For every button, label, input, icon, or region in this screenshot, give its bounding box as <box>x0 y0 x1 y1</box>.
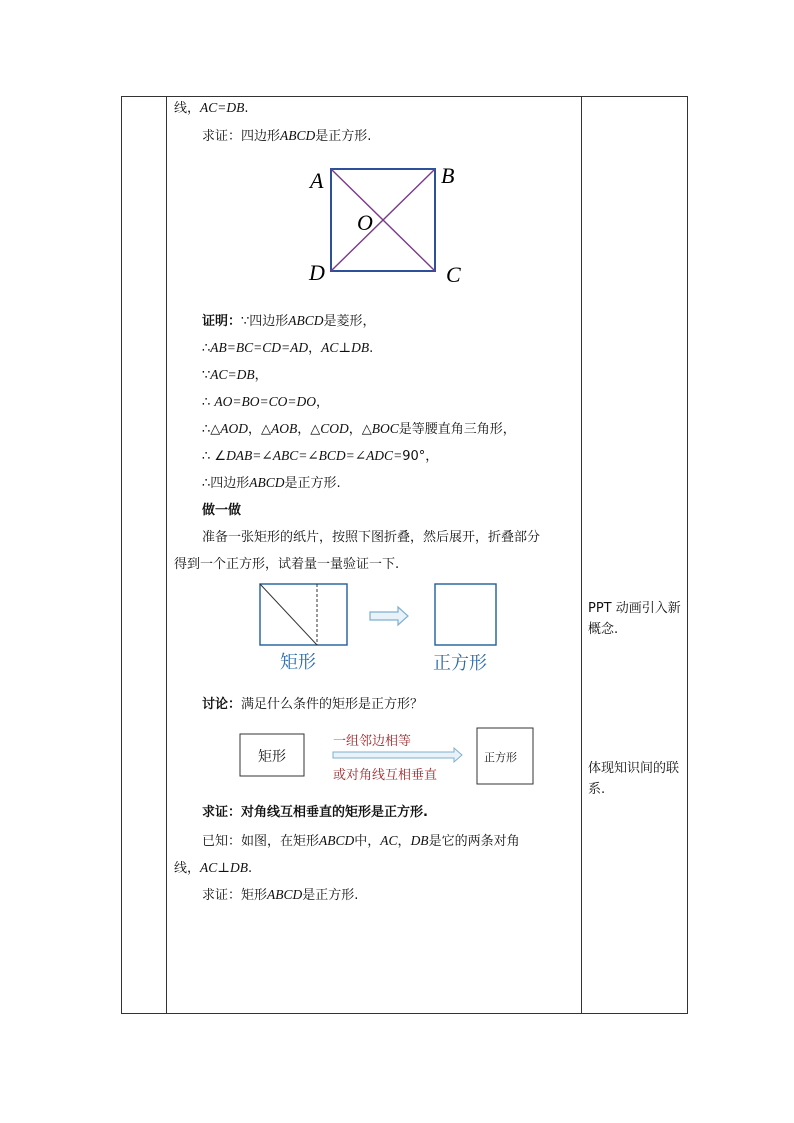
do-line-2: 得到一个正方形，试着量一量验证一下. <box>174 557 400 572</box>
discuss-line: 讨论：满足什么条件的矩形是正方形？ <box>202 697 424 712</box>
rectangle-paper <box>260 584 347 645</box>
proof-line-7: ∴四边形ABCD是正方形. <box>202 475 341 491</box>
proof-line-4: ∴ AO=BO=CO=DO， <box>202 394 329 410</box>
condition-top: 一组邻边相等 <box>333 734 412 749</box>
column-divider-1 <box>166 96 167 1014</box>
proof-line-6: ∴ ∠DAB=∠ABC=∠BCD=∠ADC=90°， <box>202 448 439 464</box>
note-ppt: PPT 动画引入新概念. <box>588 601 681 637</box>
arrow-icon <box>370 607 408 625</box>
label-d: D <box>309 260 325 285</box>
heading-do: 做一做 <box>202 503 242 518</box>
proof-line-5: ∴△AOD，△AOB，△COD，△BOC是等腰直角三角形， <box>202 421 516 437</box>
fold-diagonal <box>260 584 317 645</box>
proof-line-2: ∴AB=BC=CD=AD，AC⊥DB. <box>202 340 374 356</box>
last-line: 求证：矩形ABCD是正方形. <box>202 887 359 903</box>
arrow-icon <box>333 748 462 762</box>
square-paper <box>435 584 496 645</box>
label-o: O <box>357 210 373 235</box>
label-c: C <box>446 262 461 287</box>
note-connection: 体现知识间的联系. <box>588 761 680 797</box>
square-box-label: 正方形 <box>484 751 517 764</box>
square-diagonal-figure <box>300 160 480 290</box>
label-a: A <box>310 168 324 193</box>
condition-figure <box>236 725 536 787</box>
prove-line: 求证：对角线互相垂直的矩形是正方形. <box>202 805 428 820</box>
fold-figure <box>250 578 510 678</box>
known-line: 已知：如图，在矩形ABCD中，AC，DB是它的两条对角 <box>202 833 520 849</box>
rect-box-label: 矩形 <box>258 749 286 765</box>
text-line: 线，AC=DB. <box>174 100 249 116</box>
condition-bottom: 或对角线互相垂直 <box>333 768 438 783</box>
proof-line-3: ∵AC=DB， <box>202 367 268 383</box>
do-line-1: 准备一张矩形的纸片，按照下图折叠，然后展开，折叠部分 <box>202 530 541 545</box>
proof-line-1: 证明：∵四边形ABCD是菱形， <box>202 313 376 329</box>
text-line: 求证：四边形ABCD是正方形. <box>202 128 372 144</box>
square-caption: 正方形 <box>433 653 487 674</box>
label-b: B <box>441 163 455 188</box>
rect-caption: 矩形 <box>280 652 316 673</box>
known-line-2: 线，AC⊥DB. <box>174 860 253 876</box>
column-divider-2 <box>581 96 582 1014</box>
